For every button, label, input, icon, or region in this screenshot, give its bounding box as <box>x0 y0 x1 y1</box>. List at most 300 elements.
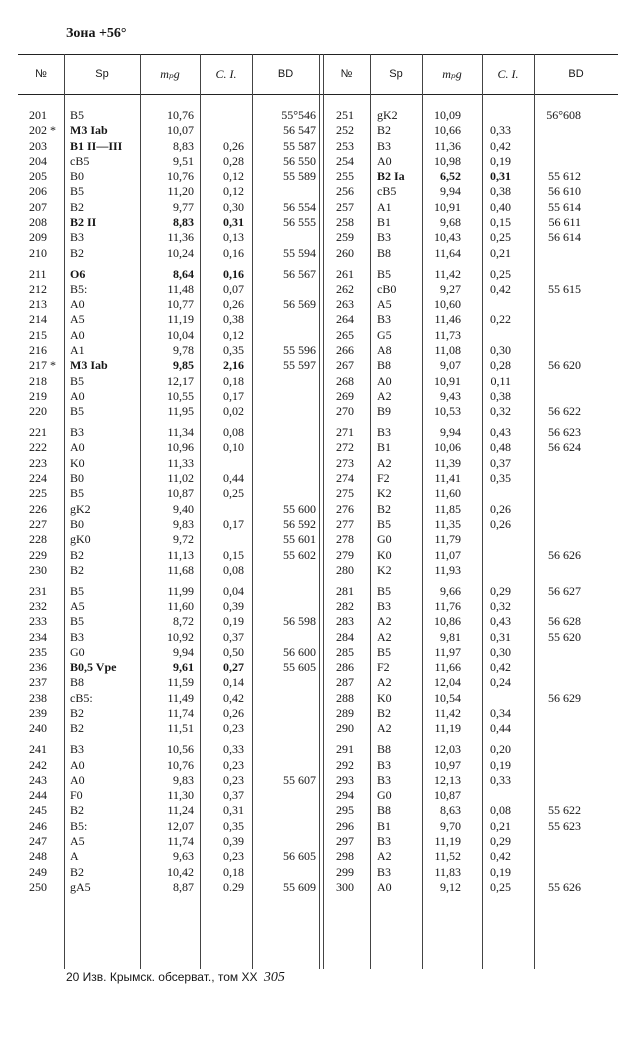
star-number: 261 <box>336 266 354 281</box>
color-index: 0,25 <box>490 879 511 894</box>
spectral-type: A2 <box>377 629 392 644</box>
magnitude: 9,83 <box>173 516 194 531</box>
spectral-type: B2 <box>377 706 392 721</box>
color-index: 0,26 <box>223 297 244 312</box>
bd-number: 56 610 <box>548 184 581 199</box>
magnitude: 11,42 <box>434 266 461 281</box>
spectral-type: A0 <box>70 440 85 455</box>
star-number: 212 <box>29 281 47 296</box>
color-index: 0,34 <box>490 706 511 721</box>
star-number: 217 * <box>29 358 56 373</box>
star-number: 251 <box>336 108 354 122</box>
color-index: 0,08 <box>223 562 244 577</box>
magnitude: 6,52 <box>440 169 461 184</box>
spectral-type: G0 <box>377 532 392 547</box>
star-number: 266 <box>336 343 354 358</box>
magnitude: 10,96 <box>167 440 194 455</box>
spectral-type: B8 <box>377 742 392 757</box>
spectral-type: A5 <box>377 297 392 312</box>
magnitude: 12,13 <box>434 772 461 787</box>
color-index: 0,17 <box>223 516 244 531</box>
table-row <box>18 230 618 245</box>
color-index: 0,15 <box>490 215 511 230</box>
star-number: 272 <box>336 440 354 455</box>
magnitude: 12,03 <box>434 742 461 757</box>
magnitude: 9,77 <box>173 199 194 214</box>
color-index: 0,26 <box>490 516 511 531</box>
magnitude: 10,76 <box>167 757 194 772</box>
magnitude: 11,36 <box>434 138 461 153</box>
color-index: 0,15 <box>223 547 244 562</box>
color-index: 0,43 <box>490 425 511 440</box>
spectral-type: A5 <box>70 834 85 849</box>
color-index: 0,38 <box>490 184 511 199</box>
bd-number: 56 611 <box>548 215 581 230</box>
spectral-type: B5 <box>70 184 85 199</box>
magnitude: 11,33 <box>167 455 194 470</box>
star-number: 257 <box>336 199 354 214</box>
color-index: 0,19 <box>490 864 511 879</box>
spectral-type: A0 <box>377 879 392 894</box>
magnitude: 11,07 <box>434 547 461 562</box>
spectral-type: B2 II <box>70 215 97 230</box>
spectral-type: K2 <box>377 562 392 577</box>
bd-number: 55 614 <box>548 199 581 214</box>
color-index: 0,26 <box>223 706 244 721</box>
spectral-type: B0 <box>70 516 85 531</box>
magnitude: 10,91 <box>434 199 461 214</box>
table-row <box>18 834 618 849</box>
spectral-type: B0 <box>70 471 85 486</box>
spectral-type: K0 <box>70 455 85 470</box>
magnitude: 11,19 <box>434 721 461 736</box>
header-spectral-type: Sp <box>389 68 403 80</box>
magnitude: 9,07 <box>440 358 461 373</box>
star-number: 287 <box>336 675 354 690</box>
bd-number: 56 614 <box>548 230 581 245</box>
footer-page-number: 305 <box>263 970 285 985</box>
color-index: 0,22 <box>490 312 511 327</box>
color-index: 0,26 <box>223 138 244 153</box>
spectral-type: B1 <box>377 818 392 833</box>
table-row <box>18 200 618 215</box>
color-index: 0,25 <box>223 486 244 501</box>
star-number: 227 <box>29 516 47 531</box>
magnitude: 9,40 <box>173 501 194 516</box>
magnitude: 10,87 <box>434 788 461 803</box>
star-number: 232 <box>29 598 47 613</box>
star-number: 228 <box>29 532 47 547</box>
color-index: 0,29 <box>490 834 511 849</box>
header-bd: BD <box>568 68 584 80</box>
table-row <box>18 721 618 736</box>
color-index: 0,37 <box>490 455 511 470</box>
magnitude: 10,42 <box>167 864 194 879</box>
table-row <box>18 614 618 629</box>
spectral-type: B2 <box>70 547 85 562</box>
star-number: 234 <box>29 629 47 644</box>
magnitude: 11,19 <box>167 312 194 327</box>
color-index: 0,23 <box>223 757 244 772</box>
spectral-type: B3 <box>377 757 392 772</box>
color-index: 0,02 <box>223 404 244 419</box>
magnitude: 8,64 <box>173 266 194 281</box>
bd-number: 55 612 <box>548 169 581 184</box>
spectral-type: B5: <box>70 818 88 833</box>
color-index: 0,33 <box>223 742 244 757</box>
magnitude: 9,66 <box>440 583 461 598</box>
spectral-type: B2 <box>70 864 85 879</box>
star-number: 206 <box>29 184 47 199</box>
star-number: 253 <box>336 138 354 153</box>
star-number: 263 <box>336 297 354 312</box>
color-index: 0,37 <box>223 629 244 644</box>
star-number: 265 <box>336 327 354 342</box>
color-index: 0,29 <box>490 583 511 598</box>
table-row <box>18 312 618 327</box>
magnitude: 11,51 <box>167 721 194 736</box>
spectral-type: B3 <box>70 629 85 644</box>
header-number: № <box>340 68 353 80</box>
bd-number: 56 592 <box>283 516 316 531</box>
spectral-type: A0 <box>70 772 85 787</box>
spectral-type: A2 <box>377 721 392 736</box>
color-index: 0,27 <box>223 660 244 675</box>
color-index: 0,50 <box>223 644 244 659</box>
spectral-type: M3 Iab <box>70 358 108 373</box>
table-row <box>18 645 618 660</box>
star-number: 245 <box>29 803 47 818</box>
star-number: 230 <box>29 562 47 577</box>
table-row <box>18 849 618 864</box>
table-row <box>18 358 618 373</box>
color-index: 0,42 <box>490 660 511 675</box>
spectral-type: B2 <box>70 199 85 214</box>
star-number: 289 <box>336 706 354 721</box>
bd-number: 55 589 <box>283 169 316 184</box>
magnitude: 11,64 <box>434 245 461 260</box>
magnitude: 10,98 <box>434 153 461 168</box>
color-index: 0,12 <box>223 184 244 199</box>
magnitude: 11,19 <box>434 834 461 849</box>
color-index: 0,12 <box>223 169 244 184</box>
magnitude: 10,66 <box>434 123 461 138</box>
magnitude: 11,60 <box>167 598 194 613</box>
table-row <box>18 215 618 230</box>
table-row <box>18 548 618 563</box>
star-number: 204 <box>29 153 47 168</box>
color-index: 0,08 <box>490 803 511 818</box>
spectral-type: cB5: <box>70 690 93 705</box>
spectral-type: A2 <box>377 614 392 629</box>
star-number: 259 <box>336 230 354 245</box>
color-index: 0,42 <box>490 849 511 864</box>
spectral-type: A2 <box>377 455 392 470</box>
star-number: 250 <box>29 879 47 894</box>
bd-number: 56 567 <box>283 266 316 281</box>
table-row <box>18 819 618 834</box>
bd-number: 55 596 <box>283 343 316 358</box>
color-index: 0,43 <box>490 614 511 629</box>
color-index: 0,19 <box>223 614 244 629</box>
spectral-type: A2 <box>377 675 392 690</box>
color-index: 0,19 <box>490 757 511 772</box>
star-number: 282 <box>336 598 354 613</box>
table-row <box>18 584 618 599</box>
header-color-index: C. I. <box>497 67 519 81</box>
star-number: 283 <box>336 614 354 629</box>
star-number: 288 <box>336 690 354 705</box>
star-number: 216 <box>29 343 47 358</box>
color-index: 0,21 <box>490 245 511 260</box>
magnitude: 9,63 <box>173 849 194 864</box>
magnitude: 8,83 <box>173 215 194 230</box>
table-row <box>18 691 618 706</box>
bd-number: 56 598 <box>283 614 316 629</box>
star-number: 277 <box>336 516 354 531</box>
spectral-type: G5 <box>377 327 392 342</box>
star-catalog-table <box>18 54 618 969</box>
table-row <box>18 328 618 343</box>
magnitude: 11,41 <box>434 471 461 486</box>
color-index: 0,14 <box>223 675 244 690</box>
color-index: 0,17 <box>223 388 244 403</box>
star-number: 229 <box>29 547 47 562</box>
magnitude: 11,46 <box>434 312 461 327</box>
magnitude: 9,94 <box>440 184 461 199</box>
magnitude: 9,81 <box>440 629 461 644</box>
star-number: 247 <box>29 834 47 849</box>
color-index: 0,48 <box>490 440 511 455</box>
magnitude: 9,83 <box>173 772 194 787</box>
table-row <box>18 404 618 419</box>
star-number: 248 <box>29 849 47 864</box>
star-number: 233 <box>29 614 47 629</box>
magnitude: 11,08 <box>434 343 461 358</box>
color-index: 0,42 <box>223 690 244 705</box>
spectral-type: B2 <box>70 245 85 260</box>
bd-number: 55 600 <box>283 501 316 516</box>
table-row <box>18 374 618 389</box>
star-number: 285 <box>336 644 354 659</box>
magnitude: 11,73 <box>434 327 461 342</box>
spectral-type: B3 <box>377 312 392 327</box>
color-index: 0,35 <box>223 343 244 358</box>
star-number: 224 <box>29 471 47 486</box>
bd-number: 55 626 <box>548 879 581 894</box>
color-index: 0,31 <box>490 169 511 184</box>
star-number: 252 <box>336 123 354 138</box>
magnitude: 10,91 <box>434 373 461 388</box>
magnitude: 11,35 <box>434 516 461 531</box>
star-number: 293 <box>336 772 354 787</box>
color-index: 0,35 <box>223 818 244 833</box>
color-index: 0,39 <box>223 598 244 613</box>
star-number: 243 <box>29 772 47 787</box>
star-number: 202 * <box>29 123 56 138</box>
bd-number: 56°608 <box>546 108 581 122</box>
star-number: 296 <box>336 818 354 833</box>
spectral-type: B5 <box>70 614 85 629</box>
spectral-type: B3 <box>70 742 85 757</box>
magnitude: 10,60 <box>434 297 461 312</box>
magnitude: 11,52 <box>434 849 461 864</box>
magnitude: 11,02 <box>167 471 194 486</box>
spectral-type: B5 <box>70 583 85 598</box>
magnitude: 11,74 <box>167 706 194 721</box>
magnitude: 11,34 <box>167 425 194 440</box>
table-row <box>18 246 618 261</box>
magnitude: 10,06 <box>434 440 461 455</box>
star-number: 279 <box>336 547 354 562</box>
spectral-type: B8 <box>377 358 392 373</box>
star-number: 203 <box>29 138 47 153</box>
star-number: 284 <box>336 629 354 644</box>
spectral-type: A5 <box>70 312 85 327</box>
spectral-type: B8 <box>377 803 392 818</box>
color-index: 0,44 <box>223 471 244 486</box>
color-index: 0,11 <box>490 373 511 388</box>
spectral-type: K0 <box>377 690 392 705</box>
magnitude: 11,49 <box>167 690 194 705</box>
magnitude: 8,72 <box>173 614 194 629</box>
spectral-type: K2 <box>377 486 392 501</box>
table-row <box>18 440 618 455</box>
color-index: 0,30 <box>490 644 511 659</box>
table-body <box>18 108 618 901</box>
color-index: 0,26 <box>490 501 511 516</box>
star-number: 225 <box>29 486 47 501</box>
spectral-type: B1 <box>377 215 392 230</box>
header-color-index: C. I. <box>215 67 237 81</box>
star-number: 286 <box>336 660 354 675</box>
color-index: 0,35 <box>490 471 511 486</box>
bd-number: 55 620 <box>548 629 581 644</box>
table-row <box>18 139 618 154</box>
table-row <box>18 660 618 675</box>
star-number: 291 <box>336 742 354 757</box>
bd-number: 56 629 <box>548 690 581 705</box>
star-number: 295 <box>336 803 354 818</box>
bd-number: 55 622 <box>548 803 581 818</box>
magnitude: 11,48 <box>167 281 194 296</box>
magnitude: 10,43 <box>434 230 461 245</box>
color-index: 0.29 <box>223 879 244 894</box>
star-number: 221 <box>29 425 47 440</box>
spectral-type: B2 <box>70 803 85 818</box>
bd-number: 56 550 <box>283 153 316 168</box>
color-index: 0,25 <box>490 230 511 245</box>
bd-number: 55 623 <box>548 818 581 833</box>
table-row <box>18 267 618 282</box>
bd-number: 55°546 <box>281 108 316 122</box>
spectral-type: O6 <box>70 266 86 281</box>
magnitude: 11,24 <box>167 803 194 818</box>
magnitude: 10,97 <box>434 757 461 772</box>
star-number: 254 <box>336 153 354 168</box>
table-row <box>18 123 618 138</box>
color-index: 0,39 <box>223 834 244 849</box>
table-row <box>18 532 618 547</box>
table-row <box>18 343 618 358</box>
star-number: 240 <box>29 721 47 736</box>
table-row <box>18 630 618 645</box>
magnitude: 11,97 <box>434 644 461 659</box>
spectral-type: F2 <box>377 471 390 486</box>
table-row <box>18 758 618 773</box>
star-number: 231 <box>29 583 47 598</box>
color-index: 0,31 <box>223 803 244 818</box>
magnitude: 11,95 <box>167 404 194 419</box>
spectral-type: B5 <box>70 373 85 388</box>
color-index: 0,07 <box>223 281 244 296</box>
spectral-type: A0 <box>377 373 392 388</box>
star-number: 235 <box>29 644 47 659</box>
spectral-type: B3 <box>377 425 392 440</box>
table-row <box>18 486 618 501</box>
color-index: 2,16 <box>223 358 244 373</box>
star-number: 239 <box>29 706 47 721</box>
spectral-type: K0 <box>377 547 392 562</box>
color-index: 0,19 <box>490 153 511 168</box>
star-number: 249 <box>29 864 47 879</box>
spectral-type: B0,5 Vpe <box>70 660 117 675</box>
spectral-type: A0 <box>70 327 85 342</box>
magnitude: 9,70 <box>440 818 461 833</box>
bd-number: 55 609 <box>283 879 316 894</box>
bd-number: 56 555 <box>283 215 316 230</box>
table-row <box>18 108 618 123</box>
magnitude: 10,55 <box>167 388 194 403</box>
color-index: 0,16 <box>223 266 244 281</box>
color-index: 0,32 <box>490 598 511 613</box>
header-spectral-type: Sp <box>95 68 109 80</box>
color-index: 0,21 <box>490 818 511 833</box>
star-number: 237 <box>29 675 47 690</box>
spectral-type: B5: <box>70 281 88 296</box>
magnitude: 10,92 <box>167 629 194 644</box>
color-index: 0,13 <box>223 230 244 245</box>
spectral-type: G0 <box>70 644 85 659</box>
header-photographic-magnitude: mₚg <box>442 67 462 81</box>
spectral-type: A1 <box>70 343 85 358</box>
spectral-type: B5 <box>377 583 392 598</box>
spectral-type: gK2 <box>377 108 398 122</box>
star-number: 222 <box>29 440 47 455</box>
spectral-type: B2 <box>377 123 392 138</box>
star-number: 258 <box>336 215 354 230</box>
color-index: 0,16 <box>223 245 244 260</box>
star-number: 215 <box>29 327 47 342</box>
star-number: 269 <box>336 388 354 403</box>
spectral-type: B8 <box>377 245 392 260</box>
spectral-type: B3 <box>377 864 392 879</box>
spectral-type: B2 <box>70 721 85 736</box>
star-number: 268 <box>336 373 354 388</box>
bd-number: 56 626 <box>548 547 581 562</box>
table-row <box>18 502 618 517</box>
magnitude: 8,63 <box>440 803 461 818</box>
star-number: 241 <box>29 742 47 757</box>
magnitude: 11,36 <box>167 230 194 245</box>
magnitude: 10,86 <box>434 614 461 629</box>
star-number: 226 <box>29 501 47 516</box>
magnitude: 11,76 <box>434 598 461 613</box>
star-number: 298 <box>336 849 354 864</box>
color-index: 0,40 <box>490 199 511 214</box>
magnitude: 9,78 <box>173 343 194 358</box>
magnitude: 10,87 <box>167 486 194 501</box>
